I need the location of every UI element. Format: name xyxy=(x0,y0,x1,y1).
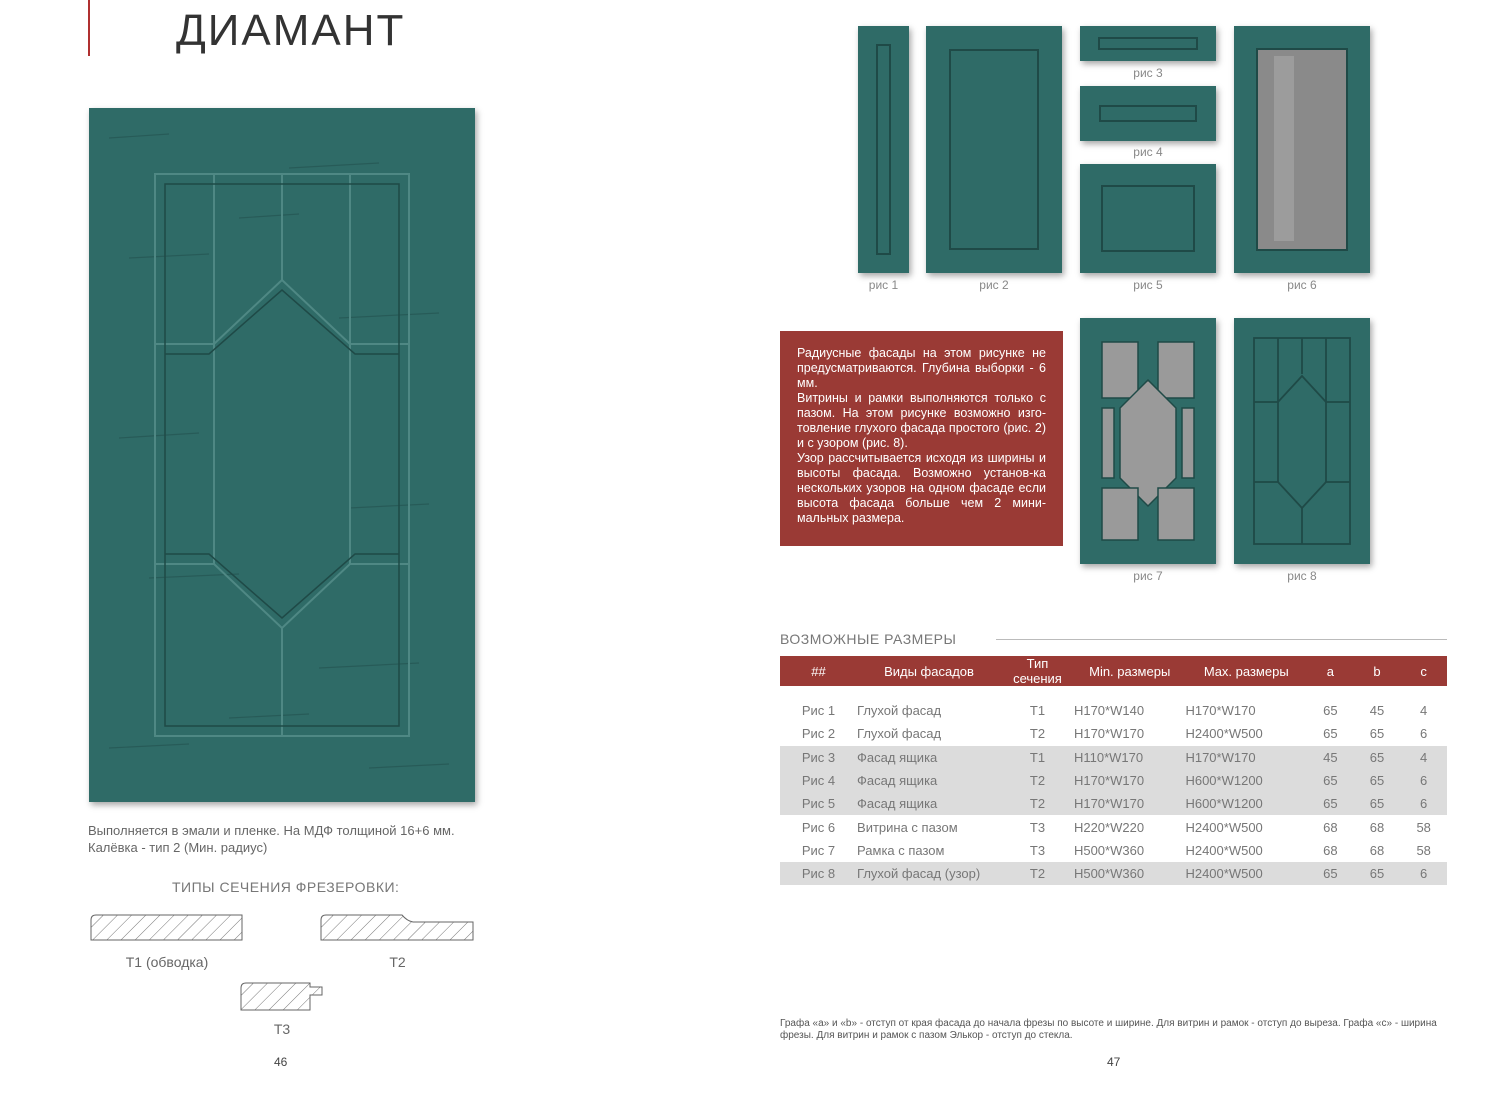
table-cell: Т1 xyxy=(1029,703,1046,719)
figure-6-caption: рис 6 xyxy=(1287,278,1317,292)
sizes-table xyxy=(780,656,1447,885)
table-cell: 68 xyxy=(1323,819,1338,835)
table-cell: 65 xyxy=(1354,746,1401,769)
table-cell: H600*W1200 xyxy=(1185,769,1307,792)
table-cell: H170*W170 xyxy=(1074,792,1186,815)
table-cell: Т2 xyxy=(1001,792,1074,815)
figure-7-image xyxy=(1080,318,1216,564)
table-cell: 6 xyxy=(1400,862,1447,885)
figure-8-caption: рис 8 xyxy=(1287,569,1317,583)
profile-t1-label: Т1 (обводка) xyxy=(125,954,209,970)
page-title: ДИАМАНТ xyxy=(176,6,406,55)
table-cell: Рис 6 xyxy=(801,819,836,835)
table-cell: H170*W140 xyxy=(1073,703,1145,719)
table-cell: H500*W360 xyxy=(1073,842,1145,858)
info-note-box xyxy=(780,331,1063,546)
table-cell: Глухой фасад (узор) xyxy=(857,862,1001,885)
note-paragraph-2: Витрины и рамки выполняются только с пазом. На этом рисунке возможно изго-товление глухого фасада простого (рис. 2) и с узором (рис. 8). xyxy=(797,391,1046,450)
table-cell: H2400*W500 xyxy=(1185,819,1263,835)
profile-t2-icon xyxy=(320,914,475,942)
table-cell: Глухой фасад xyxy=(857,703,942,719)
table-row xyxy=(780,722,1447,745)
figure-6-image xyxy=(1234,26,1370,273)
note-paragraph-3: Узор рассчитывается исходя из ширины и высоты фасада. Возможно установ-ка нескольких узоров на одном фасаде если высота фасада больше чем 2 мини-мальных размера. xyxy=(797,451,1046,525)
table-cell: 65 xyxy=(1354,862,1401,885)
figure-1-caption: рис 1 xyxy=(868,278,899,292)
table-row xyxy=(780,792,1447,815)
facade-description xyxy=(88,822,488,856)
main-facade-image xyxy=(89,108,475,802)
sizes-title-divider xyxy=(996,639,1447,640)
figure-4-caption: рис 4 xyxy=(1133,145,1163,159)
header-max: Max. размеры xyxy=(1185,656,1307,686)
title-accent-line xyxy=(88,0,90,56)
table-cell: Витрина с пазом xyxy=(857,819,958,835)
table-cell: 58 xyxy=(1416,819,1431,835)
figure-2-image xyxy=(926,26,1062,273)
table-row xyxy=(780,815,1447,838)
sizes-title: ВОЗМОЖНЫЕ РАЗМЕРЫ xyxy=(780,631,957,647)
table-cell: Рис 4 xyxy=(780,769,857,792)
header-min: Min. размеры xyxy=(1074,656,1186,686)
note-paragraph-1: Радиусные фасады на этом рисунке не предусматриваются. Глубина выборки - 6 мм. xyxy=(797,346,1046,390)
table-cell: 6 xyxy=(1400,769,1447,792)
table-cell: Фасад ящика xyxy=(857,792,1001,815)
table-cell: Т2 xyxy=(1001,862,1074,885)
table-cell: Рис 8 xyxy=(780,862,857,885)
header-b: b xyxy=(1354,656,1401,686)
table-cell: H2400*W500 xyxy=(1185,862,1307,885)
table-cell: Т3 xyxy=(1029,819,1046,835)
figure-3-image xyxy=(1080,26,1216,61)
table-cell: H170*W170 xyxy=(1073,726,1145,742)
profiles-title: ТИПЫ СЕЧЕНИЯ ФРЕЗЕРОВКИ: xyxy=(172,879,400,895)
header-type: Виды фасадов xyxy=(857,656,1001,686)
table-cell: 4 xyxy=(1400,746,1447,769)
figure-8-image xyxy=(1234,318,1370,564)
table-cell: 58 xyxy=(1416,842,1431,858)
table-footnote: Графа «a» и «b» - отступ от края фасада до начала фрезы по высоте и ширине. Для витрин и рамок - отступ до выреза. Графа «c» - ширина фрезы. Для витрин и рамок с пазом Элькор - отступ до стекла. xyxy=(780,1018,1437,1041)
table-cell: 45 xyxy=(1369,703,1385,719)
table-cell: 65 xyxy=(1354,792,1401,815)
table-row xyxy=(780,862,1447,885)
table-cell: 45 xyxy=(1307,746,1354,769)
table-cell: H600*W1200 xyxy=(1185,792,1307,815)
table-row xyxy=(780,769,1447,792)
table-cell: Глухой фасад xyxy=(857,726,942,742)
table-cell: H110*W170 xyxy=(1074,746,1186,769)
description-line-2: Калёвка - тип 2 (Мин. радиус) xyxy=(88,840,268,855)
page-number-left: 46 xyxy=(274,1055,288,1069)
table-cell: H170*W170 xyxy=(1074,769,1186,792)
profile-t3-icon xyxy=(240,982,324,1012)
table-cell: 65 xyxy=(1323,726,1338,742)
table-cell: Рис 3 xyxy=(780,746,857,769)
table-cell: Т1 xyxy=(1001,746,1074,769)
table-cell: 68 xyxy=(1323,842,1338,858)
page-number-right: 47 xyxy=(1107,1055,1121,1069)
figure-1-image xyxy=(858,26,909,273)
table-cell: H220*W220 xyxy=(1073,819,1145,835)
table-cell: Фасад ящика xyxy=(857,769,1001,792)
table-cell: Фасад ящика xyxy=(857,746,1001,769)
table-row xyxy=(780,699,1447,722)
table-cell: 6 xyxy=(1400,792,1447,815)
table-cell: H2400*W500 xyxy=(1185,842,1263,858)
table-cell: 4 xyxy=(1420,703,1428,719)
figure-2-caption: рис 2 xyxy=(979,278,1009,292)
sizes-table-header xyxy=(780,656,1447,686)
table-cell: 65 xyxy=(1307,862,1354,885)
profile-t3-label: Т3 xyxy=(273,1021,291,1037)
table-cell: H170*W170 xyxy=(1185,703,1256,719)
table-cell: Рис 7 xyxy=(801,842,836,858)
figure-3-caption: рис 3 xyxy=(1133,66,1163,80)
table-cell: Рис 2 xyxy=(801,726,836,742)
table-row xyxy=(780,839,1447,862)
table-cell: 68 xyxy=(1369,842,1385,858)
table-cell: Т2 xyxy=(1029,726,1046,742)
header-c: c xyxy=(1400,656,1447,686)
table-cell: Рис 1 xyxy=(801,703,836,719)
table-cell: 65 xyxy=(1307,769,1354,792)
table-row xyxy=(780,746,1447,769)
figure-5-caption: рис 5 xyxy=(1133,278,1163,292)
table-cell: 6 xyxy=(1420,726,1428,742)
figure-5-image xyxy=(1080,164,1216,273)
table-cell: H2400*W500 xyxy=(1185,726,1263,742)
table-cell: 65 xyxy=(1307,792,1354,815)
table-cell: H170*W170 xyxy=(1185,746,1307,769)
table-cell: 65 xyxy=(1369,726,1385,742)
profile-t2-label: Т2 xyxy=(389,954,406,970)
figure-4-image xyxy=(1080,86,1216,141)
table-cell: Т3 xyxy=(1029,842,1046,858)
table-cell: Рамка с пазом xyxy=(857,842,945,858)
profile-t1-icon xyxy=(90,914,244,942)
table-cell: 65 xyxy=(1323,703,1338,719)
figure-7-caption: рис 7 xyxy=(1133,569,1163,583)
table-cell: Т2 xyxy=(1001,769,1074,792)
table-cell: Рис 5 xyxy=(780,792,857,815)
table-cell: 68 xyxy=(1369,819,1385,835)
header-num: ## xyxy=(780,656,857,686)
table-cell: 65 xyxy=(1354,769,1401,792)
description-line-1: Выполняется в эмали и пленке. На МДФ толщиной 16+6 мм. xyxy=(88,823,455,838)
header-section: Тип сечения xyxy=(1001,656,1074,686)
header-a: a xyxy=(1307,656,1354,686)
table-cell: H500*W360 xyxy=(1074,862,1186,885)
diamond-pattern-illustration xyxy=(89,108,475,802)
